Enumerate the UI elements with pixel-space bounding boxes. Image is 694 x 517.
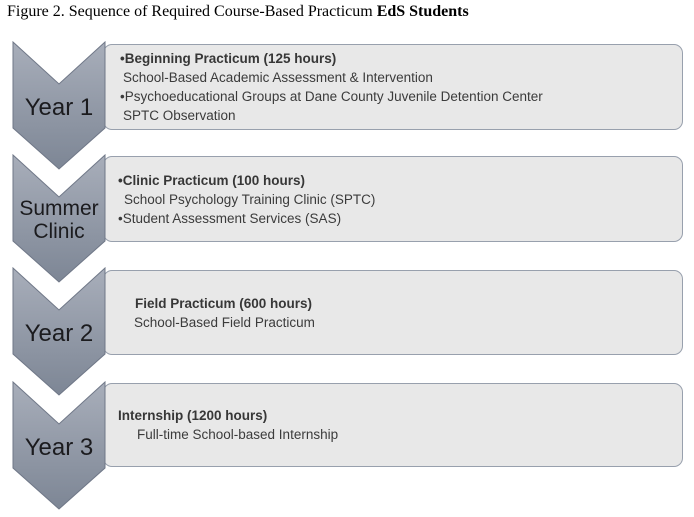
stage-box-year2 xyxy=(103,270,683,355)
stage-label-year3: Year 3 xyxy=(24,433,94,461)
figure-title-emphasis: EdS Students xyxy=(376,3,469,20)
chevron-down-arrow-year1 xyxy=(12,41,106,170)
stage-box-summer-clinic xyxy=(103,156,683,242)
chevron-down-arrow-summer-clinic xyxy=(12,154,106,283)
practicum-line: School-Based Field Practicum xyxy=(134,314,315,330)
practicum-line: •Psychoeducational Groups at Dane County Juvenile Detention Center xyxy=(120,89,543,104)
practicum-line: SPTC Observation xyxy=(123,108,236,123)
stage-box-year3 xyxy=(103,383,683,467)
chevron-down-arrow-year3 xyxy=(12,381,106,510)
figure-title xyxy=(7,3,469,21)
practicum-line: Field Practicum (600 hours) xyxy=(135,295,313,311)
practicum-line: Full-time School-based Internship xyxy=(137,427,339,442)
stage-box-year1 xyxy=(103,44,683,130)
practicum-line: School-Based Academic Assessment & Intervention xyxy=(123,70,433,85)
practicum-line: Internship (1200 hours) xyxy=(118,408,268,423)
chevron-down-arrow-year2 xyxy=(12,267,106,396)
practicum-line: •Beginning Practicum (125 hours) xyxy=(120,51,337,66)
practicum-line: •Clinic Practicum (100 hours) xyxy=(118,172,306,188)
stage-label-summer-clinic: Summer Clinic xyxy=(19,197,99,243)
practicum-line: School Psychology Training Clinic (SPTC) xyxy=(124,191,376,207)
stage-label-year2: Year 2 xyxy=(24,319,94,347)
figure-title-text: Figure 2. Sequence of Required Course-Based Practicum xyxy=(7,3,377,20)
practicum-line: •Student Assessment Services (SAS) xyxy=(118,210,342,226)
stage-label-year1: Year 1 xyxy=(24,93,94,121)
